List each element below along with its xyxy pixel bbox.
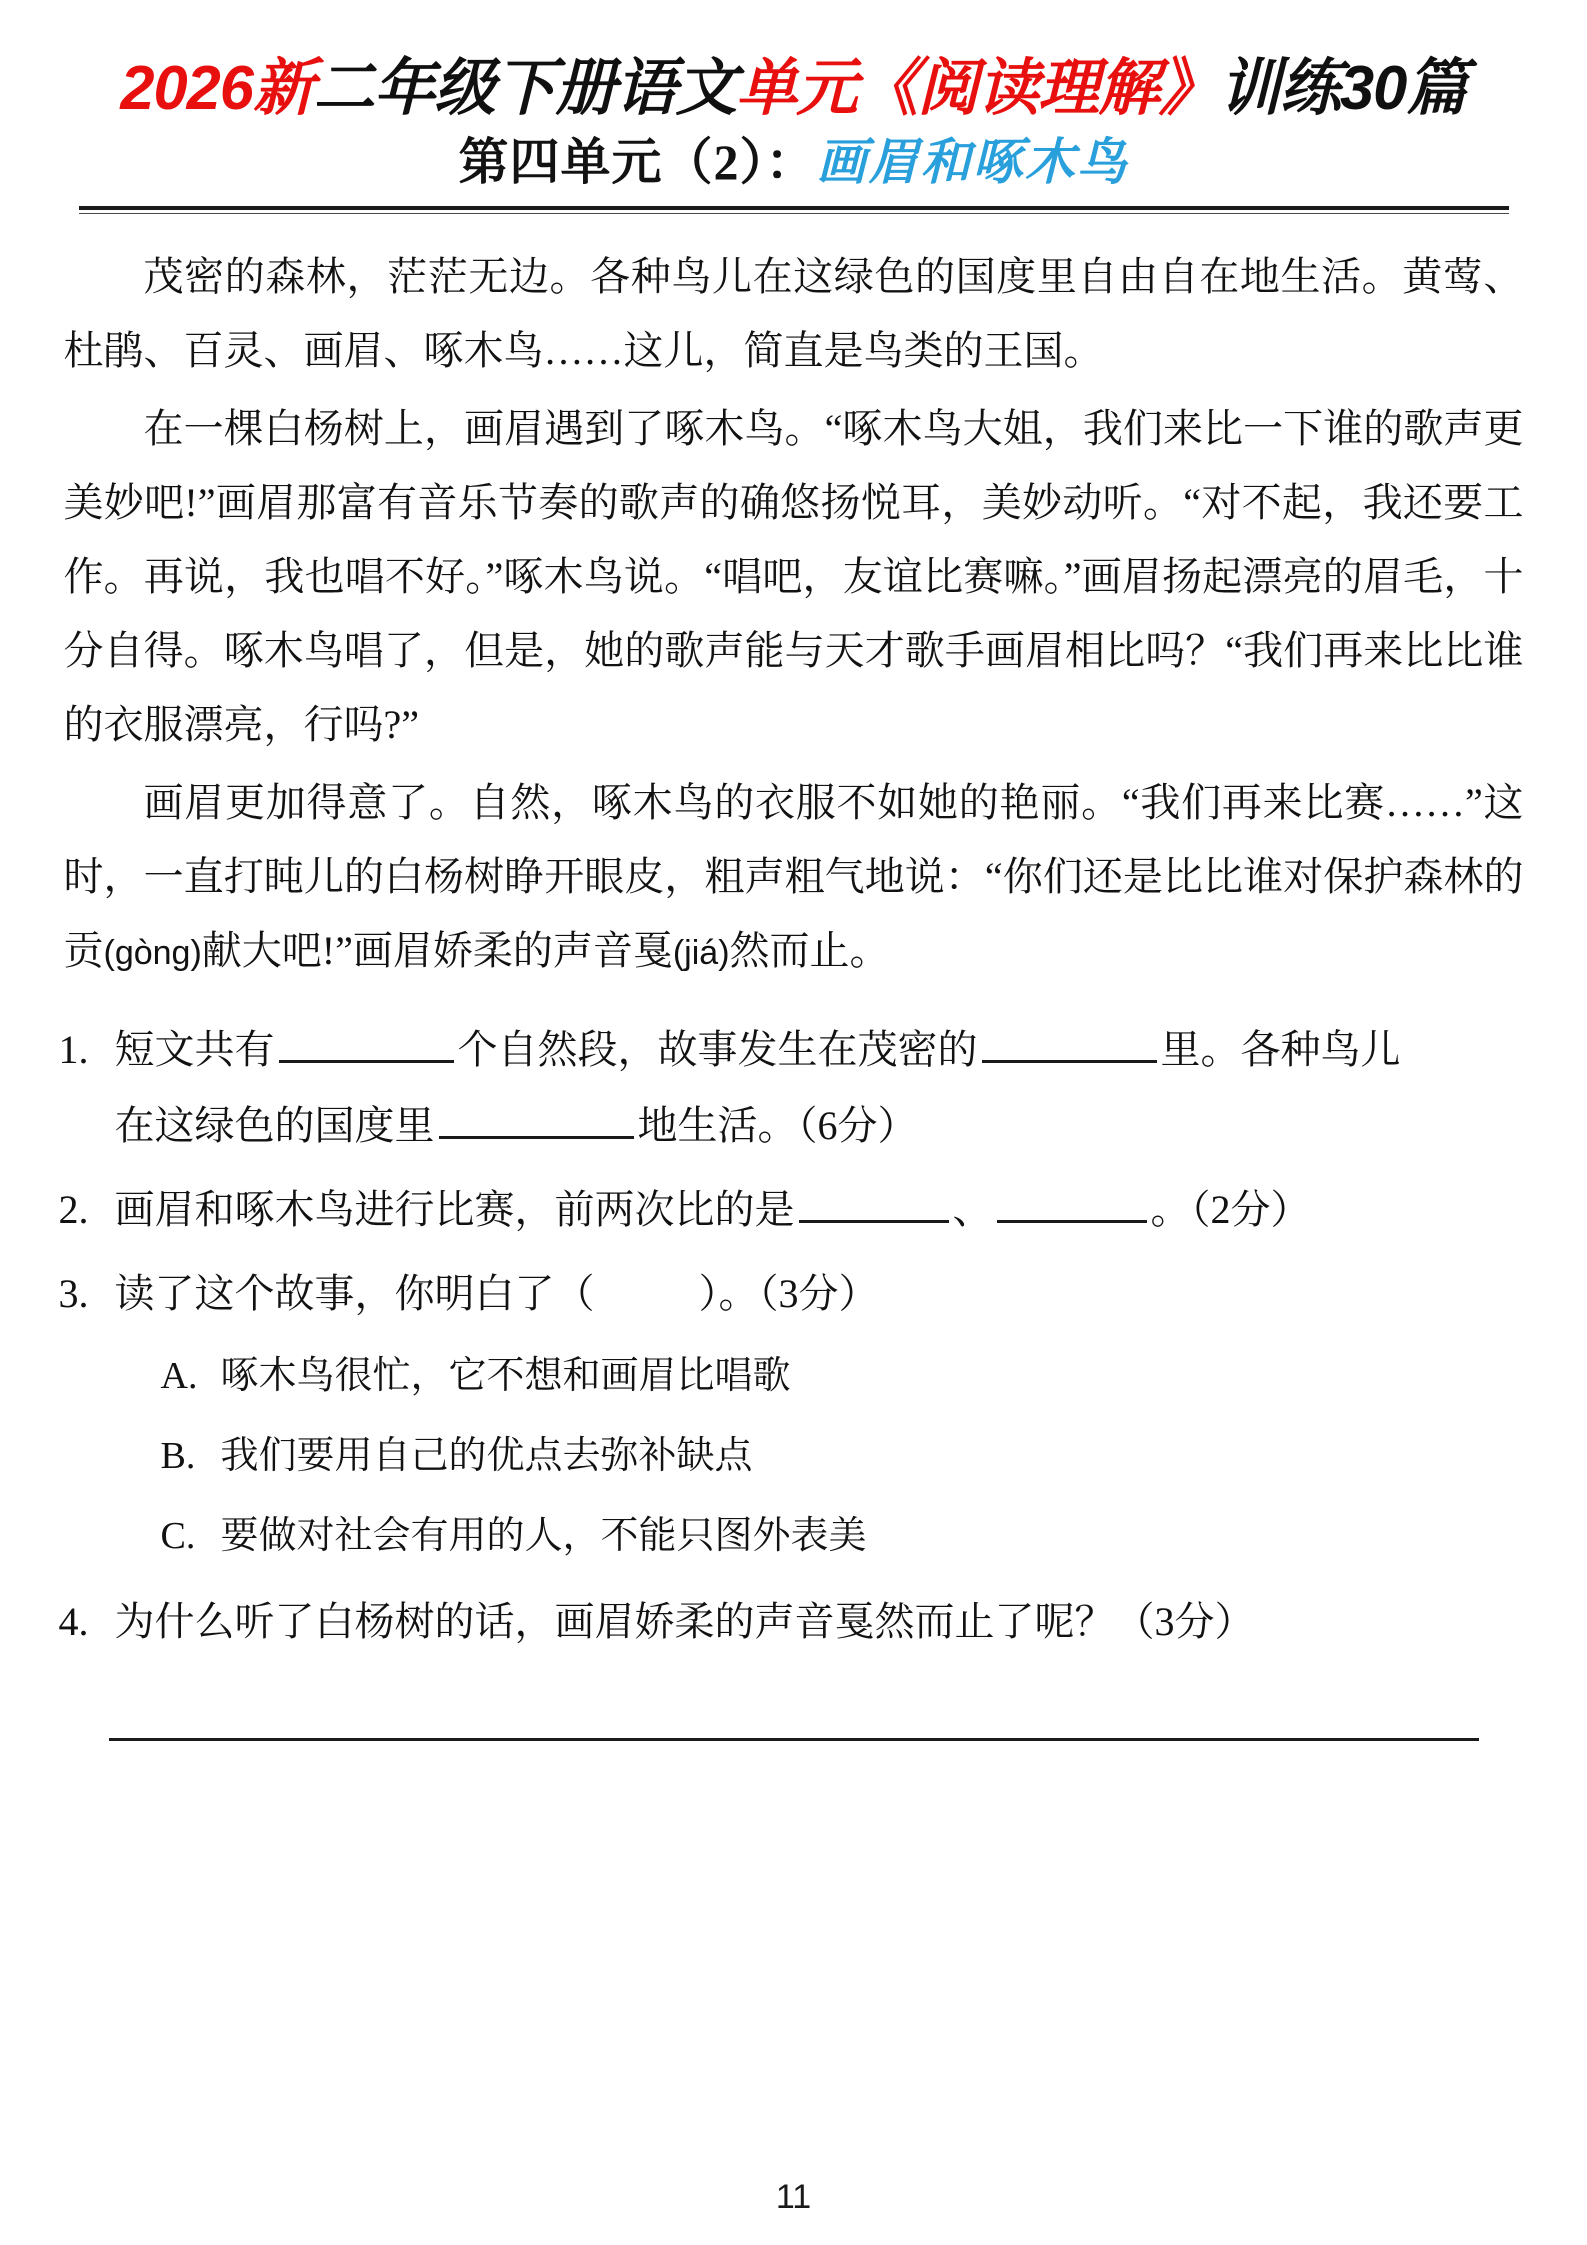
passage-paragraph-3-part3: 然而止。 bbox=[729, 928, 890, 974]
question-1-text-b: 个自然段，故事发生在茂密的 bbox=[457, 1027, 978, 1073]
option-a-key: A. bbox=[160, 1355, 198, 1398]
question-3-number: 3. bbox=[58, 1271, 89, 1317]
option-a[interactable] bbox=[161, 1336, 1529, 1416]
option-c-key: C. bbox=[160, 1515, 196, 1558]
title-segment-1: 2026新 bbox=[120, 54, 314, 123]
question-2-body bbox=[115, 1172, 1529, 1248]
answer-blank-q2-2[interactable] bbox=[997, 1178, 1147, 1223]
header-divider-thin bbox=[79, 213, 1509, 214]
passage-paragraph-2: 在一棵白杨树上，画眉遇到了啄木鸟。“啄木鸟大姐，我们来比一下谁的歌声更美妙吧!”画眉那富有音乐节奏的歌声的确悠扬悦耳，美妙动听。“对不起，我还要工作。再说，我也唱不好。”啄木鸟说。“唱吧，友谊比赛嘛。”画眉扬起漂亮的眉毛，十分自得。啄木鸟唱了，但是，她的歌声能与天才歌手画眉相比吗？“我们再来比比谁的衣服漂亮，行吗?” bbox=[63, 406, 1524, 748]
option-b-text: 我们要用自己的优点去弥补缺点 bbox=[220, 1435, 753, 1478]
questions-section bbox=[59, 1012, 1529, 1660]
answer-writing-area bbox=[109, 1738, 1479, 1741]
answer-line-1[interactable] bbox=[109, 1738, 1479, 1741]
answer-blank-q2-1[interactable] bbox=[799, 1178, 949, 1223]
question-4-text: 为什么听了白杨树的话，画眉娇柔的声音戛然而止了呢？（3分） bbox=[114, 1599, 1255, 1645]
question-4-body bbox=[115, 1584, 1529, 1660]
option-b[interactable] bbox=[161, 1416, 1529, 1496]
question-2 bbox=[59, 1172, 1529, 1248]
question-1-line-1 bbox=[115, 1012, 1529, 1088]
question-4 bbox=[59, 1584, 1529, 1660]
subtitle-topic: 画眉和啄木鸟 bbox=[816, 134, 1129, 191]
question-3-text-a: 读了这个故事，你明白了（ bbox=[114, 1271, 595, 1317]
question-1-text-d: 在这绿色的国度里 bbox=[114, 1103, 435, 1149]
question-1-body bbox=[115, 1012, 1529, 1164]
option-b-key: B. bbox=[160, 1435, 196, 1478]
title-segment-2: 二年级下册语文 bbox=[313, 54, 737, 123]
header-divider bbox=[79, 206, 1509, 210]
question-2-text-b: 、 bbox=[952, 1187, 993, 1233]
passage-paragraph-3-part2: 献大吧!”画眉娇柔的声音戛 bbox=[201, 928, 673, 974]
page-footer bbox=[0, 2178, 1587, 2217]
answer-blank-q1-2[interactable] bbox=[982, 1018, 1157, 1063]
title-segment-3: 单元《阅读理解》 bbox=[736, 54, 1220, 123]
question-3-text-b: ）。（3分） bbox=[698, 1271, 879, 1317]
question-1-text-e: 地生活。（6分） bbox=[637, 1103, 918, 1149]
question-3 bbox=[59, 1256, 1529, 1576]
question-1-line-2 bbox=[115, 1088, 1529, 1164]
question-2-text-a: 画眉和啄木鸟进行比赛，前两次比的是 bbox=[114, 1187, 795, 1233]
title-segment-4: 训练30篇 bbox=[1219, 54, 1467, 123]
option-a-text: 啄木鸟很忙，它不想和画眉比唱歌 bbox=[220, 1355, 791, 1398]
answer-blank-q1-3[interactable] bbox=[439, 1094, 634, 1139]
question-1-text-a: 短文共有 bbox=[114, 1027, 275, 1073]
option-c-text: 要做对社会有用的人，不能只图外表美 bbox=[220, 1515, 867, 1558]
question-1-text-c: 里。各种鸟儿 bbox=[1160, 1027, 1401, 1073]
passage-paragraph-3 bbox=[64, 766, 1524, 990]
passage-paragraph-1: 茂密的森林，茫茫无边。各种鸟儿在这绿色的国度里自由自在地生活。黄莺、杜鹃、百灵、画眉、啄木鸟……这儿，简直是鸟类的王国。 bbox=[63, 254, 1524, 374]
reading-passage bbox=[64, 240, 1524, 990]
pinyin-jia: (jiá) bbox=[672, 934, 730, 973]
subtitle-unit-label: 第四单元（2）： bbox=[458, 134, 817, 191]
page-number: 11 bbox=[775, 2178, 812, 2216]
question-2-text-c: 。（2分） bbox=[1150, 1187, 1311, 1233]
subtitle bbox=[0, 135, 1587, 190]
page-header bbox=[0, 0, 1587, 214]
answer-blank-q1-1[interactable] bbox=[279, 1018, 454, 1063]
question-1 bbox=[59, 1012, 1529, 1164]
question-1-number: 1. bbox=[58, 1027, 89, 1073]
option-c[interactable] bbox=[161, 1496, 1529, 1576]
main-title bbox=[8, 56, 1579, 121]
passage-paragraph-3-part1: 画眉更加得意了。自然，啄木鸟的衣服不如她的艳丽。“我们再来比赛……”这时，一直打盹儿的白杨树睁开眼皮，粗声粗气地说：“你们还是比比谁对保护森林的贡 bbox=[63, 780, 1524, 974]
question-3-line-1 bbox=[115, 1256, 1529, 1332]
question-2-line-1 bbox=[115, 1172, 1529, 1248]
pinyin-gong: (gòng) bbox=[103, 934, 202, 973]
question-4-number: 4. bbox=[58, 1599, 89, 1645]
question-2-number: 2. bbox=[58, 1187, 89, 1233]
question-3-options bbox=[115, 1336, 1529, 1576]
question-3-body bbox=[115, 1256, 1529, 1576]
